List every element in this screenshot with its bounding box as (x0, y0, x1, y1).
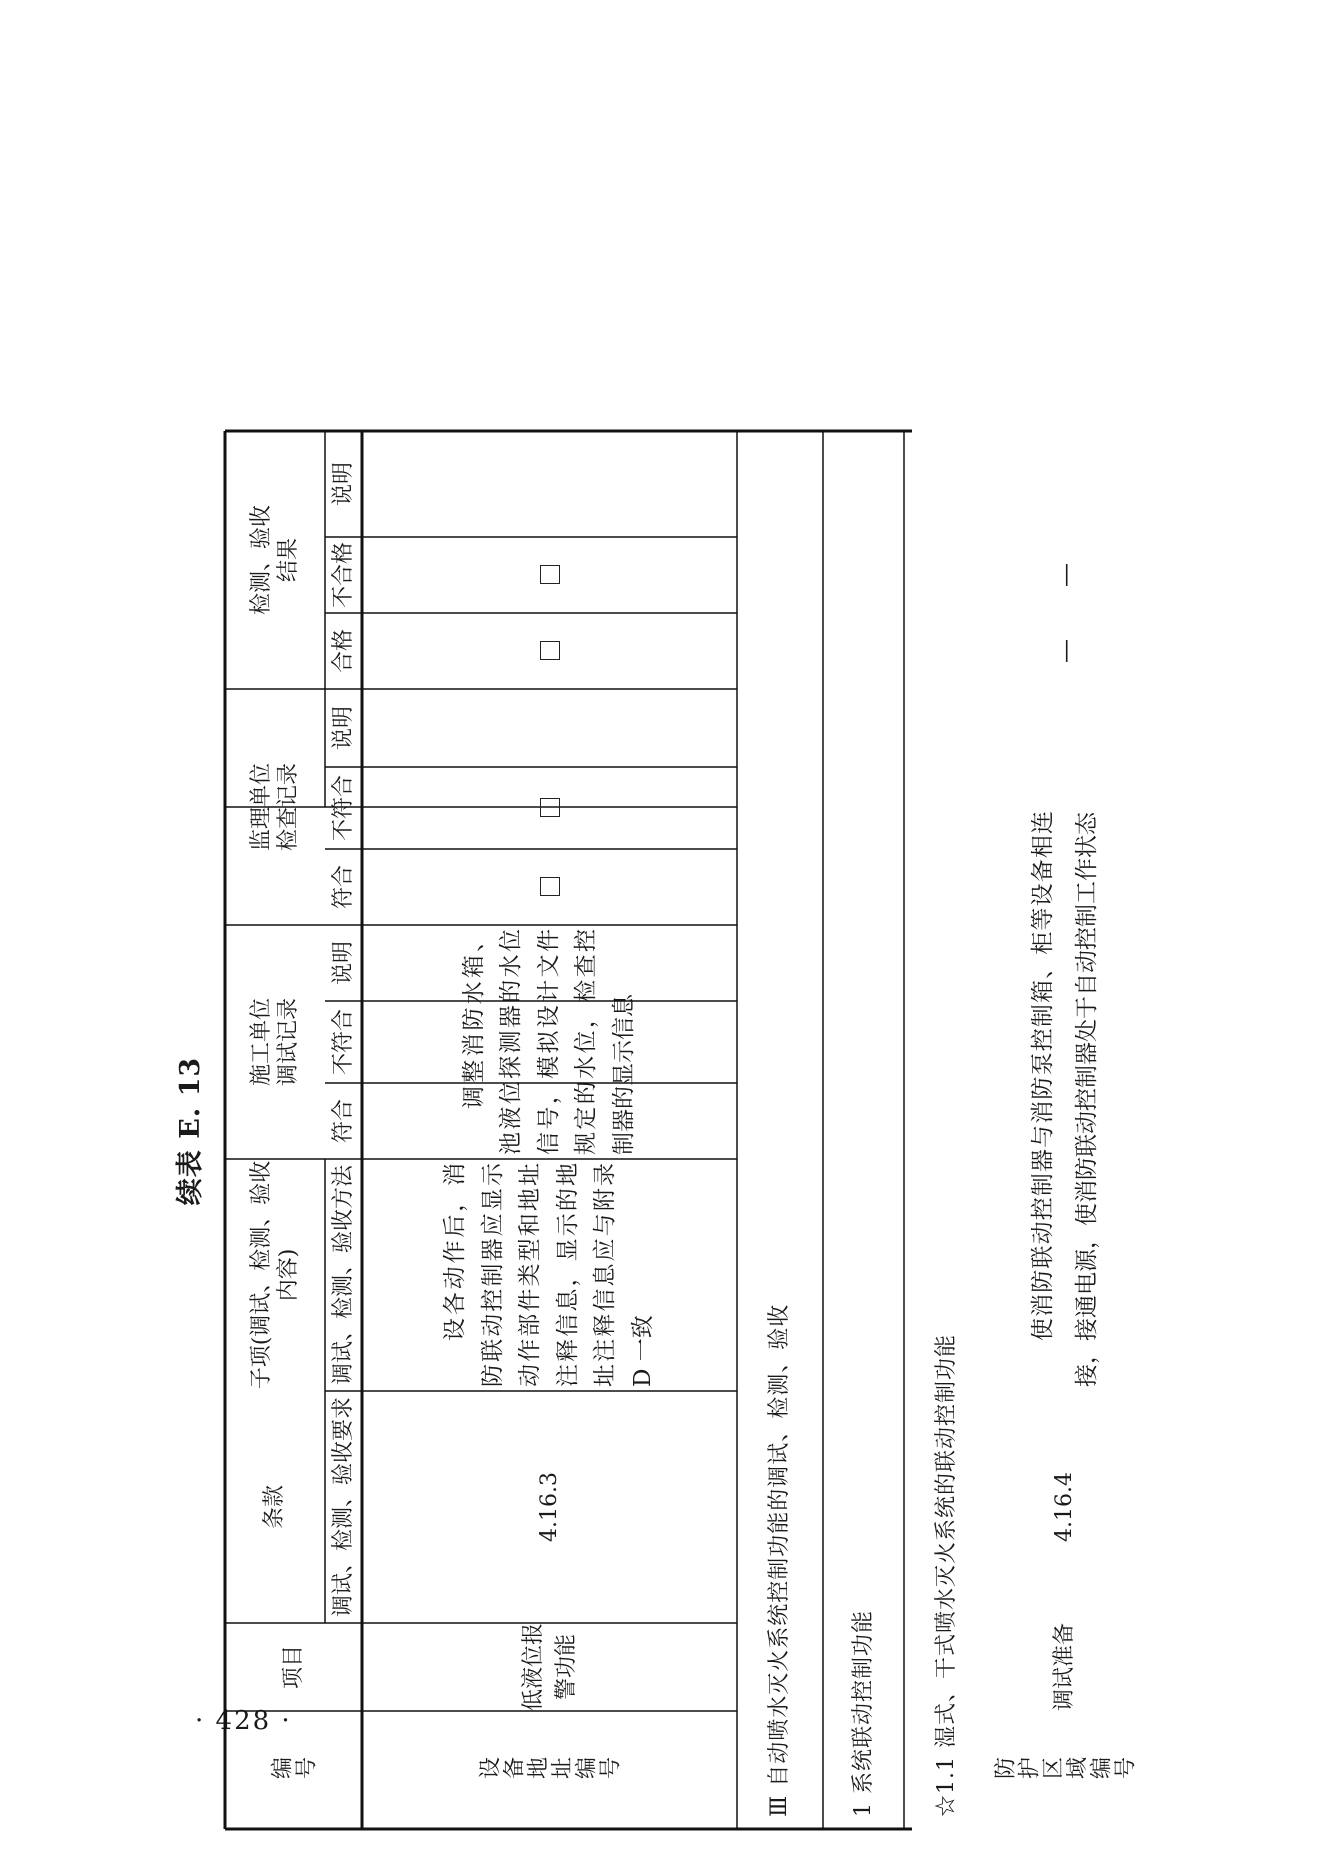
row2-result-pass: — (1051, 639, 1079, 663)
header-subitem: 子项(调试、检测、验收内容) (248, 1160, 301, 1390)
row1-construction-conform-box[interactable] (362, 849, 737, 925)
row2-result-fail: — (1051, 563, 1079, 587)
header-method: 调试、检测、验收方法 (330, 1165, 356, 1386)
row2-serial: 防护区域编号 (993, 1757, 1137, 1783)
row1-method: 调整消防水箱、池液位探测器的水位信号，模拟设计文件规定的水位，检查控制器的显示信息 (460, 929, 637, 1155)
row1-supervision-note (362, 431, 737, 537)
row1-supervision-conform-box[interactable] (362, 613, 737, 689)
header-clause: 条款 (262, 1485, 288, 1530)
row1-clause: 4.16.3 (536, 1472, 562, 1542)
row2-content: 使消防联动控制器与消防泵控制箱、柜等设备相连接，接通电源，使消防联动控制器处于自动控制工作状态 (1030, 811, 1100, 1387)
row1-construction-note (362, 689, 737, 767)
header-construction-conform: 符合 (330, 1099, 356, 1144)
row2-clause: 4.16.4 (1052, 1472, 1078, 1542)
row1-supervision-nonconform-box[interactable] (362, 537, 737, 613)
section-wet-dry-linkage: ☆1.1 湿式、干式喷水灭火系统的联动控制功能 (934, 1334, 960, 1817)
page-number: · 428 · (195, 1706, 292, 1736)
header-construction: 施工单位 调试记录 (248, 998, 301, 1087)
header-supervision-nonconform: 不符合 (330, 775, 356, 842)
header-construction-note: 说明 (330, 941, 356, 986)
checkbox-icon (540, 642, 560, 661)
header-result-note: 说明 (330, 462, 356, 507)
row1-construction-nonconform-box[interactable] (362, 767, 737, 849)
section-system-linkage: 1 系统联动控制功能 (850, 1610, 876, 1817)
header-supervision: 监理单位 检查记录 (248, 763, 301, 852)
header-requirement: 调试、检测、验收要求 (330, 1397, 356, 1618)
section-sprinkler-control: Ⅲ 自动喷水灭火系统控制功能的调试、检测、验收 (767, 1303, 793, 1817)
header-supervision-conform: 符合 (330, 865, 356, 910)
header-result-fail: 不合格 (330, 542, 356, 609)
header-result: 检测、验收 结果 (248, 505, 301, 616)
checkbox-icon (540, 799, 560, 818)
table-title: 续表 E. 13 (175, 1056, 206, 1206)
header-item: 项目 (280, 1645, 306, 1690)
header-result-pass: 合格 (330, 629, 356, 674)
header-supervision-note: 说明 (330, 706, 356, 751)
row1-serial: 设备地址编号 (477, 1757, 622, 1783)
checkbox-icon (540, 566, 560, 585)
checkbox-icon (540, 878, 560, 897)
row2-item: 调试准备 (1052, 1622, 1078, 1711)
row1-requirement: 设各动作后，消防联动控制器应显示动作部件类型和地址注释信息，显示的地址注释信息应与附录 D 一致 (442, 1163, 656, 1387)
row1-item: 低液位报警功能 (520, 1622, 579, 1711)
header-serial: 编号 (269, 1757, 318, 1783)
header-construction-nonconform: 不符合 (330, 1009, 356, 1076)
rotated-table-page (0, 391, 1137, 1871)
